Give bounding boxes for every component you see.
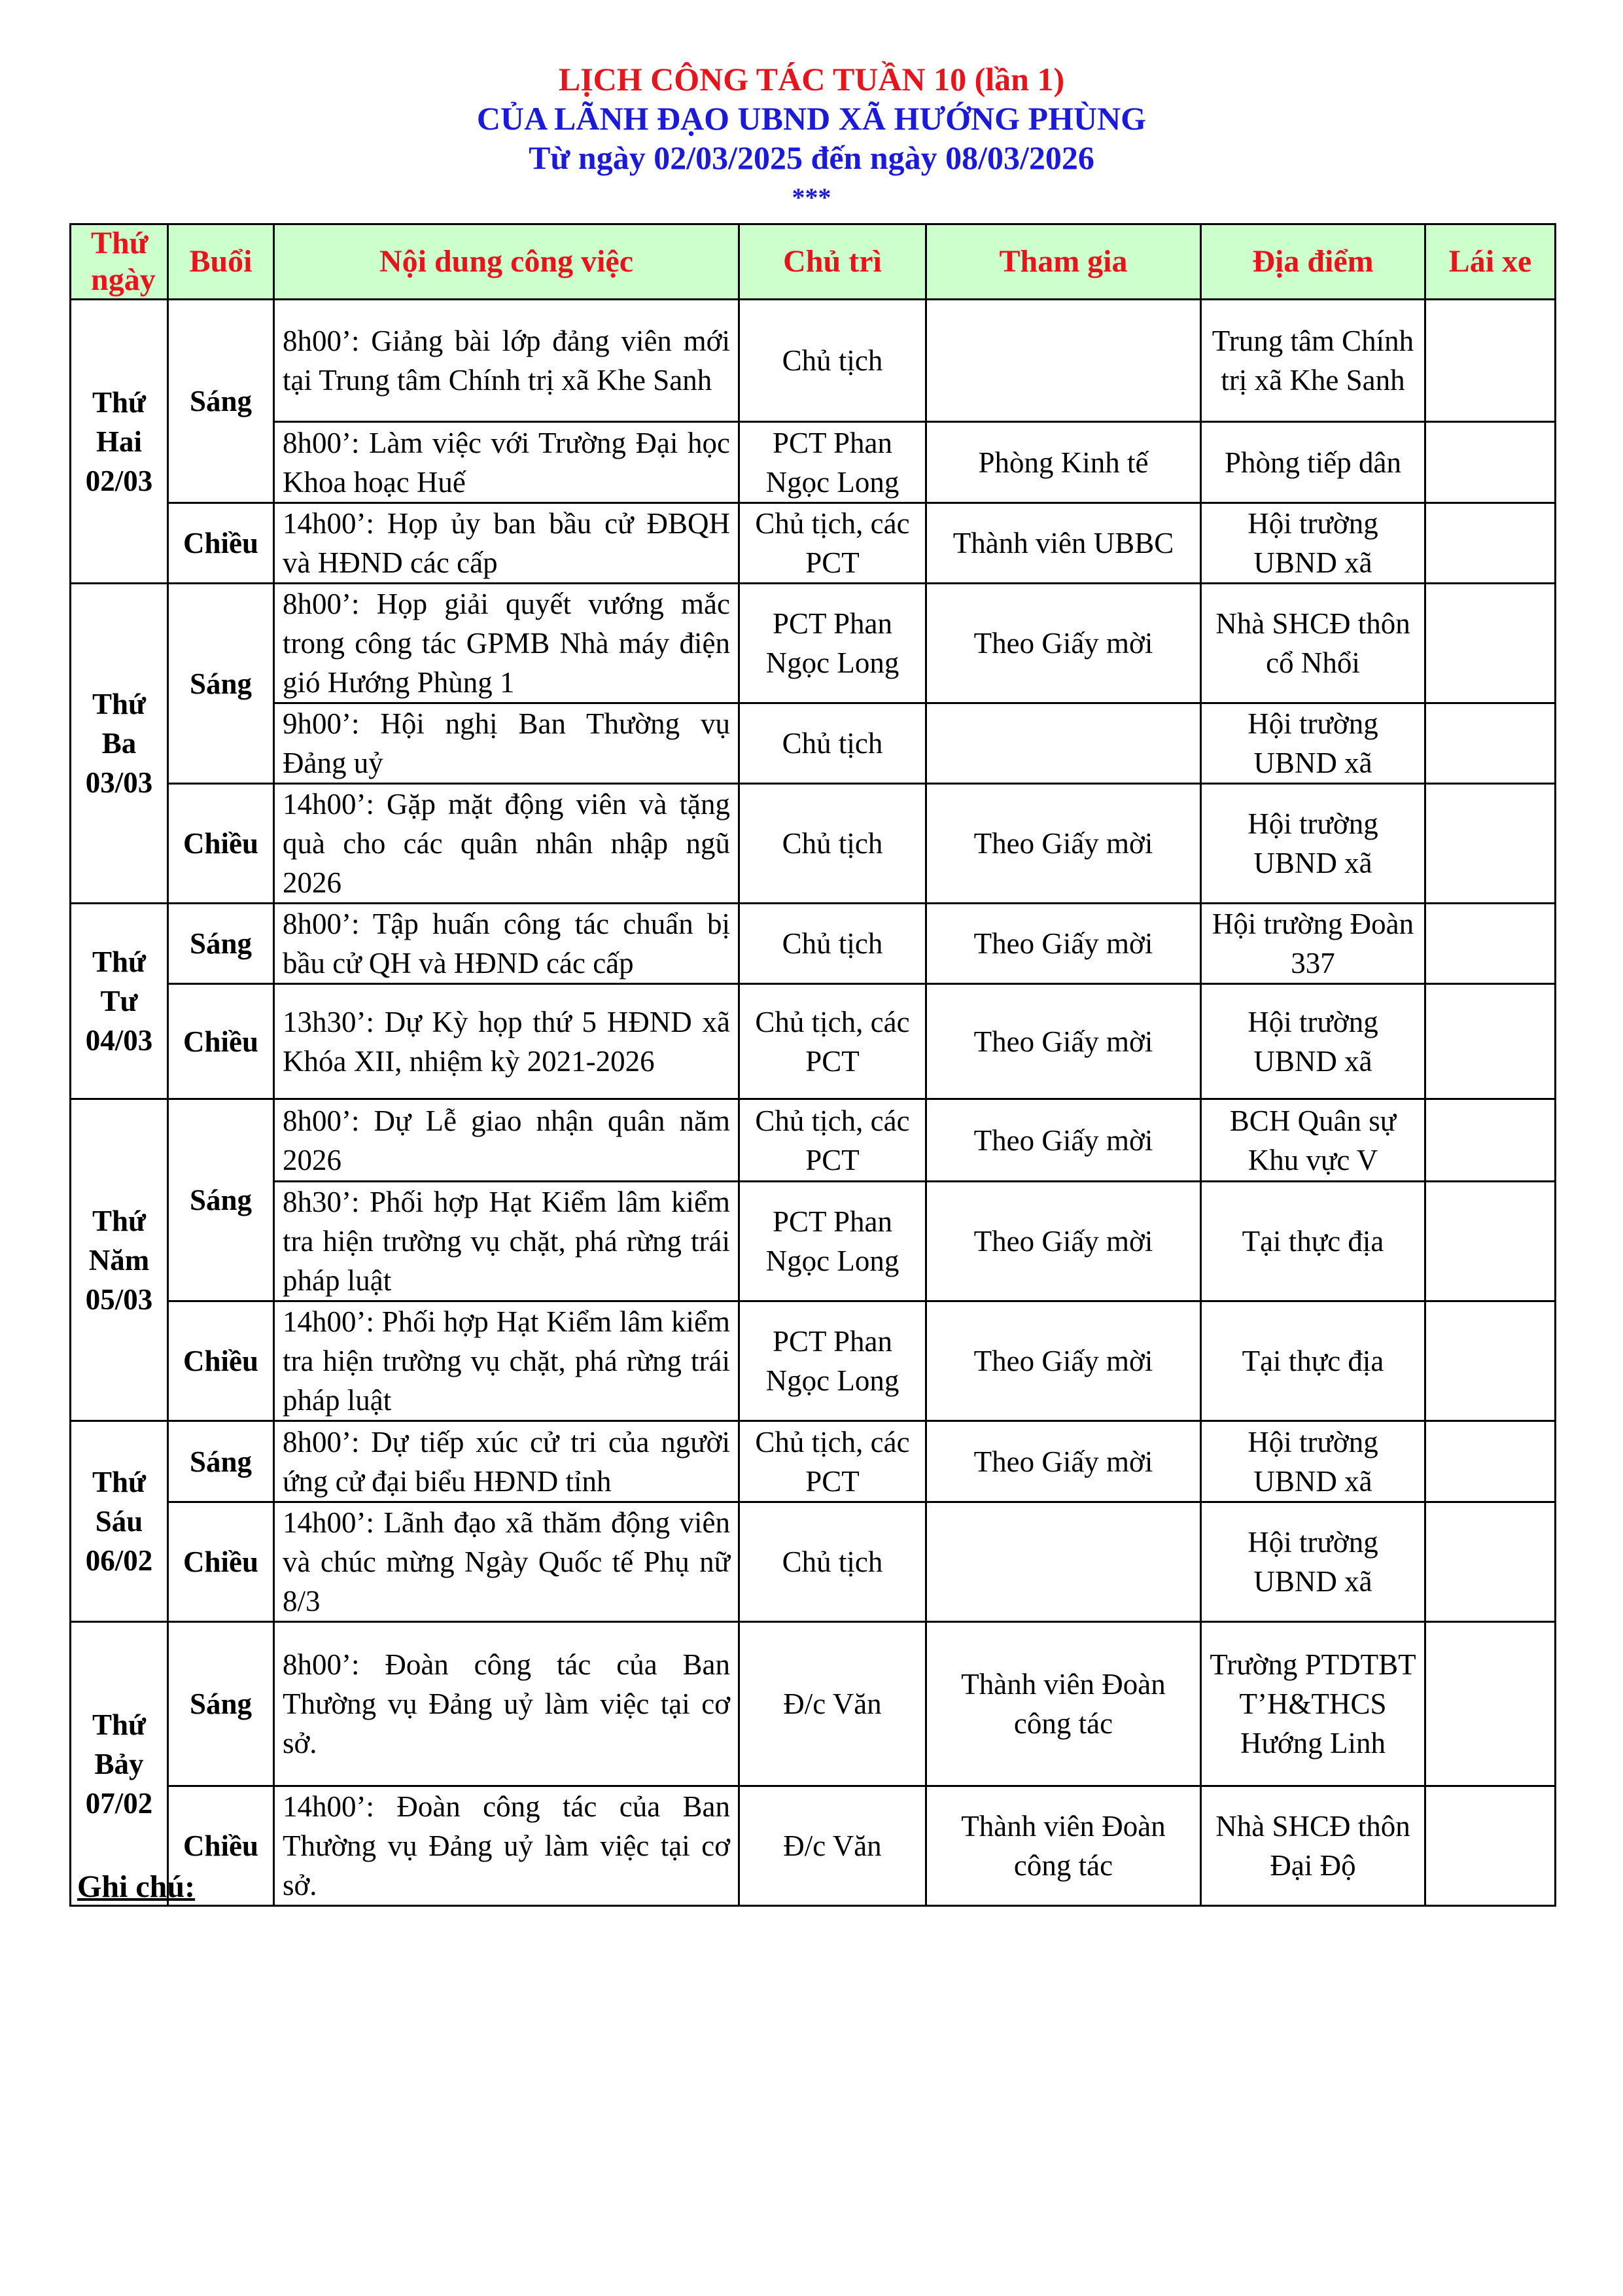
content-cell: 14h00’: Lãnh đạo xã thăm động viên và chúc mừng Ngày Quốc tế Phụ nữ 8/3 xyxy=(274,1502,739,1622)
participants-cell: Theo Giấy mời xyxy=(926,1301,1201,1421)
host-cell: Chủ tịch, các PCT xyxy=(739,503,926,584)
column-header-host: Chủ trì xyxy=(739,224,926,300)
table-row xyxy=(71,1099,1556,1182)
participants-cell xyxy=(926,703,1201,784)
content-cell: 9h00’: Hội nghị Ban Thường vụ Đảng uỷ xyxy=(274,703,739,784)
table-row xyxy=(71,784,1556,904)
location-cell: Trường PTDTBT T’H&THCS Hướng Linh xyxy=(1201,1622,1425,1786)
host-cell: PCT Phan Ngọc Long xyxy=(739,584,926,703)
host-cell: Chủ tịch xyxy=(739,904,926,984)
document-subtitle: CỦA LÃNH ĐẠO UBND XÃ HƯỚNG PHÙNG xyxy=(476,100,1147,137)
document-title: LỊCH CÔNG TÁC TUẦN 10 (lần 1) xyxy=(558,61,1065,97)
session-cell: Sáng xyxy=(168,1622,274,1786)
column-header-participants: Tham gia xyxy=(926,224,1201,300)
host-cell: Đ/c Văn xyxy=(739,1622,926,1786)
driver-cell xyxy=(1425,1099,1556,1182)
location-cell: Hội trường UBND xã xyxy=(1201,1421,1425,1502)
day-cell: Thứ Tư 04/03 xyxy=(71,904,168,1099)
content-cell: 8h00’: Giảng bài lớp đảng viên mới tại Trung tâm Chính trị xã Khe Sanh xyxy=(274,300,739,422)
participants-cell: Theo Giấy mời xyxy=(926,1099,1201,1182)
table-row xyxy=(71,300,1556,422)
driver-cell xyxy=(1425,1301,1556,1421)
host-cell: Chủ tịch xyxy=(739,300,926,422)
content-cell: 8h00’: Dự tiếp xúc cử tri của người ứng cử đại biểu HĐND tỉnh xyxy=(274,1421,739,1502)
location-cell: BCH Quân sự Khu vực V xyxy=(1201,1099,1425,1182)
note-label: Ghi chú: xyxy=(77,1869,196,1904)
content-cell: 14h00’: Gặp mặt động viên và tặng quà cho các quân nhân nhập ngũ 2026 xyxy=(274,784,739,904)
driver-cell xyxy=(1425,1182,1556,1301)
table-row xyxy=(71,503,1556,584)
host-cell: Chủ tịch xyxy=(739,1502,926,1622)
participants-cell xyxy=(926,1502,1201,1622)
host-cell: Đ/c Văn xyxy=(739,1786,926,1906)
driver-cell xyxy=(1425,784,1556,904)
table-row xyxy=(71,984,1556,1099)
session-cell: Chiều xyxy=(168,1786,274,1906)
table-row xyxy=(71,703,1556,784)
participants-cell: Thành viên Đoàn công tác xyxy=(926,1786,1201,1906)
day-cell: Thứ Bảy 07/02 xyxy=(71,1622,168,1906)
day-cell: Thứ Hai 02/03 xyxy=(71,300,168,584)
participants-cell xyxy=(926,300,1201,422)
location-cell: Hội trường UBND xã xyxy=(1201,784,1425,904)
driver-cell xyxy=(1425,984,1556,1099)
date-range: Từ ngày 02/03/2025 đến ngày 08/03/2026 xyxy=(529,139,1094,176)
table-header-row xyxy=(71,224,1556,300)
driver-cell xyxy=(1425,300,1556,422)
driver-cell xyxy=(1425,1421,1556,1502)
schedule-body xyxy=(71,300,1556,1906)
column-header-location: Địa điểm xyxy=(1201,224,1425,300)
session-cell: Sáng xyxy=(168,904,274,984)
location-cell: Hội trường UBND xã xyxy=(1201,703,1425,784)
table-row xyxy=(71,422,1556,503)
content-cell: 14h00’: Đoàn công tác của Ban Thường vụ Đảng uỷ làm việc tại cơ sở. xyxy=(274,1786,739,1906)
session-cell: Chiều xyxy=(168,784,274,904)
host-cell: Chủ tịch xyxy=(739,703,926,784)
participants-cell: Theo Giấy mời xyxy=(926,1182,1201,1301)
participants-cell: Phòng Kinh tế xyxy=(926,422,1201,503)
table-row xyxy=(71,1502,1556,1622)
table-row xyxy=(71,1786,1556,1906)
day-cell: Thứ Năm 05/03 xyxy=(71,1099,168,1421)
session-cell: Sáng xyxy=(168,300,274,503)
session-cell: Sáng xyxy=(168,584,274,784)
session-cell: Sáng xyxy=(168,1421,274,1502)
content-cell: 8h00’: Làm việc với Trường Đại học Khoa hoạc Huế xyxy=(274,422,739,503)
driver-cell xyxy=(1425,422,1556,503)
driver-cell xyxy=(1425,1786,1556,1906)
column-header-day: Thứ ngày xyxy=(71,224,168,300)
table-row xyxy=(71,1421,1556,1502)
host-cell: Chủ tịch, các PCT xyxy=(739,1421,926,1502)
host-cell: PCT Phan Ngọc Long xyxy=(739,422,926,503)
location-cell: Hội trường UBND xã xyxy=(1201,984,1425,1099)
session-cell: Chiều xyxy=(168,1502,274,1622)
location-cell: Tại thực địa xyxy=(1201,1182,1425,1301)
day-cell: Thứ Sáu 06/02 xyxy=(71,1421,168,1622)
host-cell: PCT Phan Ngọc Long xyxy=(739,1182,926,1301)
table-row xyxy=(71,584,1556,703)
driver-cell xyxy=(1425,904,1556,984)
location-cell: Hội trường Đoàn 337 xyxy=(1201,904,1425,984)
driver-cell xyxy=(1425,703,1556,784)
location-cell: Tại thực địa xyxy=(1201,1301,1425,1421)
participants-cell: Theo Giấy mời xyxy=(926,1421,1201,1502)
location-cell: Trung tâm Chính trị xã Khe Sanh xyxy=(1201,300,1425,422)
host-cell: Chủ tịch xyxy=(739,784,926,904)
participants-cell: Thành viên UBBC xyxy=(926,503,1201,584)
table-row xyxy=(71,1182,1556,1301)
session-cell: Sáng xyxy=(168,1099,274,1301)
content-cell: 8h00’: Họp giải quyết vướng mắc trong công tác GPMB Nhà máy điện gió Hướng Phùng 1 xyxy=(274,584,739,703)
column-header-content: Nội dung công việc xyxy=(274,224,739,300)
schedule-table xyxy=(69,223,1556,1907)
driver-cell xyxy=(1425,1622,1556,1786)
driver-cell xyxy=(1425,584,1556,703)
column-header-session: Buổi xyxy=(168,224,274,300)
location-cell: Phòng tiếp dân xyxy=(1201,422,1425,503)
separator: *** xyxy=(792,183,831,212)
host-cell: PCT Phan Ngọc Long xyxy=(739,1301,926,1421)
content-cell: 14h00’: Phối hợp Hạt Kiểm lâm kiểm tra hiện trường vụ chặt, phá rừng trái pháp luật xyxy=(274,1301,739,1421)
host-cell: Chủ tịch, các PCT xyxy=(739,984,926,1099)
location-cell: Nhà SHCĐ thôn cổ Nhổi xyxy=(1201,584,1425,703)
table-row xyxy=(71,904,1556,984)
table-row xyxy=(71,1622,1556,1786)
content-cell: 8h30’: Phối hợp Hạt Kiểm lâm kiểm tra hiện trường vụ chặt, phá rừng trái pháp luật xyxy=(274,1182,739,1301)
location-cell: Hội trường UBND xã xyxy=(1201,1502,1425,1622)
participants-cell: Theo Giấy mời xyxy=(926,584,1201,703)
column-header-driver: Lái xe xyxy=(1425,224,1556,300)
participants-cell: Theo Giấy mời xyxy=(926,984,1201,1099)
driver-cell xyxy=(1425,1502,1556,1622)
content-cell: 8h00’: Đoàn công tác của Ban Thường vụ Đảng uỷ làm việc tại cơ sở. xyxy=(274,1622,739,1786)
participants-cell: Thành viên Đoàn công tác xyxy=(926,1622,1201,1786)
participants-cell: Theo Giấy mời xyxy=(926,904,1201,984)
table-row xyxy=(71,1301,1556,1421)
location-cell: Nhà SHCĐ thôn Đại Độ xyxy=(1201,1786,1425,1906)
participants-cell: Theo Giấy mời xyxy=(926,784,1201,904)
session-cell: Chiều xyxy=(168,1301,274,1421)
content-cell: 14h00’: Họp ủy ban bầu cử ĐBQH và HĐND các cấp xyxy=(274,503,739,584)
driver-cell xyxy=(1425,503,1556,584)
host-cell: Chủ tịch, các PCT xyxy=(739,1099,926,1182)
day-cell: Thứ Ba 03/03 xyxy=(71,584,168,904)
session-cell: Chiều xyxy=(168,984,274,1099)
location-cell: Hội trường UBND xã xyxy=(1201,503,1425,584)
session-cell: Chiều xyxy=(168,503,274,584)
content-cell: 13h30’: Dự Kỳ họp thứ 5 HĐND xã Khóa XII, nhiệm kỳ 2021-2026 xyxy=(274,984,739,1099)
content-cell: 8h00’: Dự Lễ giao nhận quân năm 2026 xyxy=(274,1099,739,1182)
content-cell: 8h00’: Tập huấn công tác chuẩn bị bầu cử QH và HĐND các cấp xyxy=(274,904,739,984)
